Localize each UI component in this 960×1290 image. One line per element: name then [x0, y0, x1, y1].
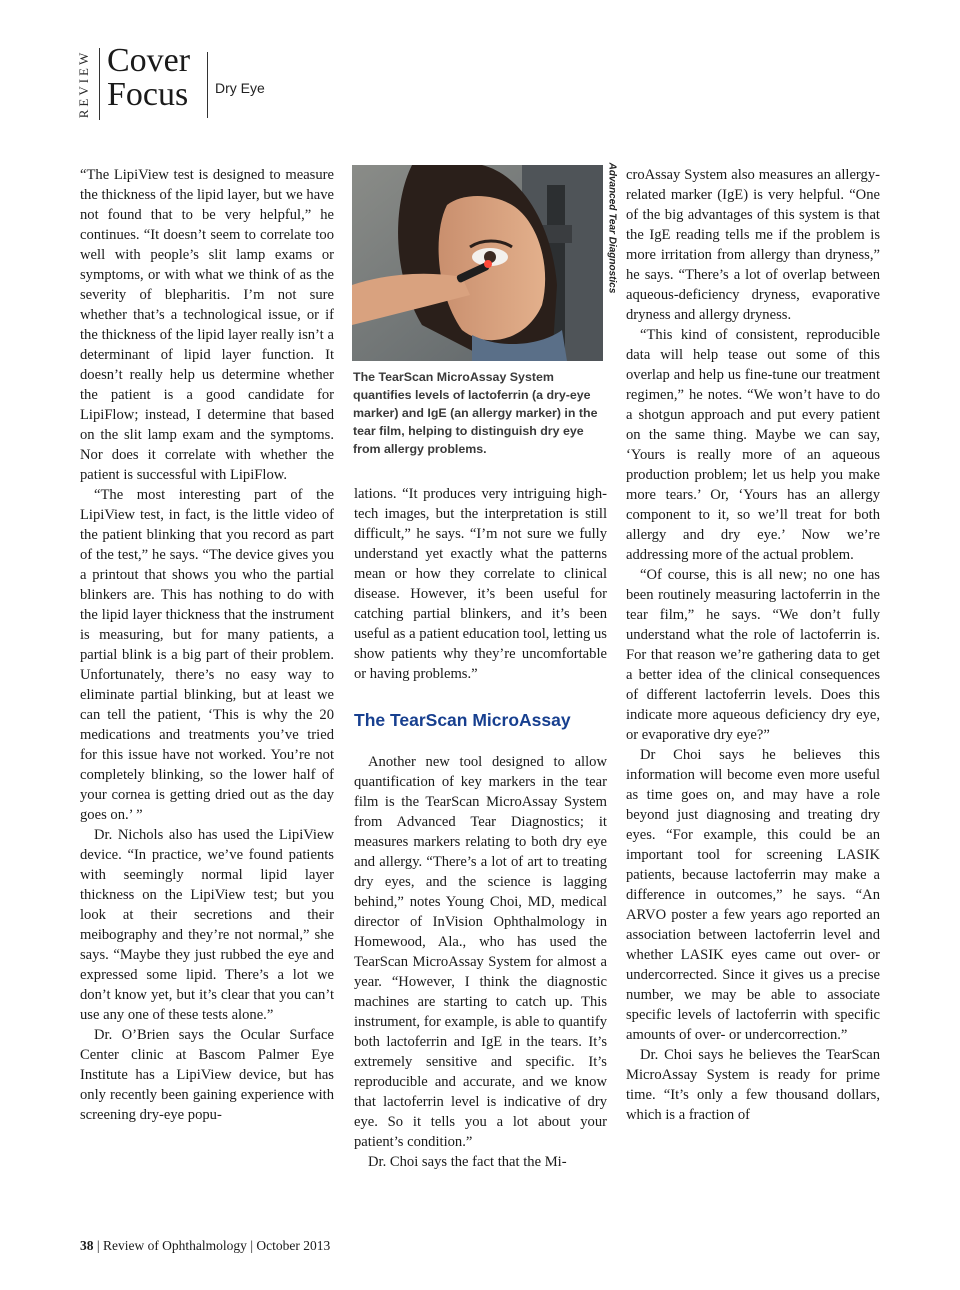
- section-topic: Dry Eye: [215, 80, 265, 96]
- paragraph: “Of course, this is all new; no one has been routinely measuring lactoferrin in the tear film,” he says. “We don’t fully understand what the role of lactoferrin is. For that reason we’re gathering data to get a better idea of the clinical consequences of different lactoferrin levels. Does this indicate more aqueous deficiency dry eye, or evaporative dry eye?”: [626, 567, 880, 743]
- header-divider-right: [207, 52, 208, 118]
- paragraph: “The LipiView test is designed to measure the thickness of the lipid layer, but we have not found that to be very helpful,” he continues. “It doesn’t seem to correlate too well with people’s slit lamp exams or symptoms, or with what we think of as the severity of blepharitis. I’m not sure whether that’s a technological issue, or if the thickness of the lipid layer really isn’t a determinant of lipid layer function. It doesn’t really help us determine whether the patient is a good candidate for LipiFlow; instead, I determine that based on the slit lamp exam and the symptoms. Nor does it correlate with whether the patient is successful with LipiFlow.: [80, 167, 334, 483]
- page-footer: [80, 1238, 330, 1254]
- paragraph: “The most interesting part of the LipiView test, in fact, is the little video of the patient blinking that you record as part of the test,” he says. “The device gives you a printout that shows you who the partial blinkers are. This has nothing to do with the lipid layer thickness that the instrument is measuring, but for many patients, a partial blink is a big part of their problem. Unfortunately, there’s no easy way to eliminate partial blinking, but at least we can tell the patient, ‘This is why the 20 medications and treatments you’ve tried for this issue have not worked. You’re not completely blinking, so the lower half of your cornea is getting dried out as the day goes on.’ ”: [80, 487, 334, 823]
- paragraph: Another new tool designed to allow quantification of key markers in the tear film is the TearScan MicroAssay System from Advanced Tear Diagnostics; it measures markers relating to both dry eye and allergy. “There’s a lot of art to treating dry eyes, and the science is lagging behind,” notes Young Choi, MD, medical director of InVision Ophthalmology in Homewood, Ala., who has used the TearScan MicroAssay System for almost a year. “However, I think the diagnostic machines are starting to catch up. This instrument, for example, is able to quantify both lactoferrin and IgE in the tears. It’s extremely sensitive and specific. It’s reproducible and accurate, and we know that lactoferrin level is indicative of dry eye. So it tells you a lot about your patient’s condition.”: [354, 754, 607, 1150]
- figure-photo: [352, 165, 603, 361]
- section-title-line1: Cover: [107, 42, 191, 79]
- photo-credit: Advanced Tear Diagnostics: [606, 162, 618, 293]
- issue-date: October 2013: [256, 1238, 331, 1253]
- footer-separator: |: [250, 1238, 257, 1253]
- paragraph: croAssay System also measures an allergy-related marker (IgE) is very helpful. “One of the big advantages of this system is that the IgE reading tells me if the problem is more irritation from allergy than dryness,” he says. “There’s a lot of overlap between aqueous-deficiency dryness, evaporative dryness and allergy dryness.: [626, 167, 880, 323]
- paragraph: “This kind of consistent, reproducible data will help tease out some of this overlap and help us fine-tune our treatment regimen,” he notes. “We won’t have to do a shotgun approach and put every patient on the same thing. Maybe we can say, ‘Yours is really more of an aqueous production problem; let us help you make more tears.’ Or, ‘Yours has an allergy component to it, so we’ll treat for both allergy and dry eye.’ Now we’re addressing more of the actual problem.: [626, 327, 880, 563]
- footer-separator: |: [96, 1238, 103, 1253]
- paragraph: Dr. Choi says he believes the TearScan MicroAssay System is ready for prime time. “It’s only a few thousand dollars, which is a fraction of: [626, 1047, 880, 1123]
- exam-photo-illustration: [352, 165, 603, 361]
- paragraph: Dr. Nichols also has used the LipiView device. “In practice, we’ve found patients with seemingly normal lipid layer thickness on the LipiView test; but you look at their secretions and their meibography and they’re not normal,” she says. “Maybe they just rubbed the eye and expressed some lipid. There’s a lot we don’t know yet, but it’s clear that you can’t use any one of these tests alone.”: [80, 827, 334, 1023]
- paragraph: Dr. O’Brien says the Ocular Surface Center clinic at Bascom Palmer Eye Institute has a LipiView device, but has only recently been gaining experience with screening dry-eye popu-: [80, 1027, 334, 1123]
- subheading: The TearScan MicroAssay: [354, 710, 571, 730]
- section-title: [107, 44, 190, 112]
- page-number: 38: [80, 1238, 94, 1253]
- section-label-vertical: REVIEW: [76, 49, 91, 119]
- column-1: [80, 165, 334, 1125]
- header-divider-left: [99, 48, 100, 120]
- section-title-line2: Focus: [107, 76, 189, 113]
- paragraph: Dr. Choi says the fact that the Mi-: [368, 1154, 567, 1170]
- figure-caption: The TearScan MicroAssay System quantifies levels of lactoferrin (a dry-eye marker) and IgE (an allergy marker) in the tear film, helping to distinguish dry eye from allergy problems.: [353, 370, 598, 456]
- publication-name: Review of Ophthalmology: [102, 1238, 247, 1253]
- paragraph: Dr Choi says he believes this information will become even more useful as time goes on, and may have a role beyond just diagnosing and treating dry eyes. “For example, this could be an important tool for screening LASIK patients, because lactoferrin may make a difference in outcomes,” he says. “An ARVO poster a few years ago reported an association between lactoferrin level and whether LASIK eyes came out over- or undercorrected. Since it gives us a precise number, we may be able to associate specific levels of lactoferrin with specific amounts of over- or undercorrection.”: [626, 747, 880, 1043]
- column-2: [354, 484, 607, 1172]
- column-3: [626, 165, 880, 1125]
- paragraph: lations. “It produces very intriguing high-tech images, but the interpretation is still difficult,” he says. “I’m not sure we fully understand yet exactly what the patterns mean or how they correlate to clinical disease. However, it’s been useful for catching partial blinkers, and it’s been useful as a patient education tool, letting us show patients why they’re uncomfortable or having problems.”: [354, 486, 607, 682]
